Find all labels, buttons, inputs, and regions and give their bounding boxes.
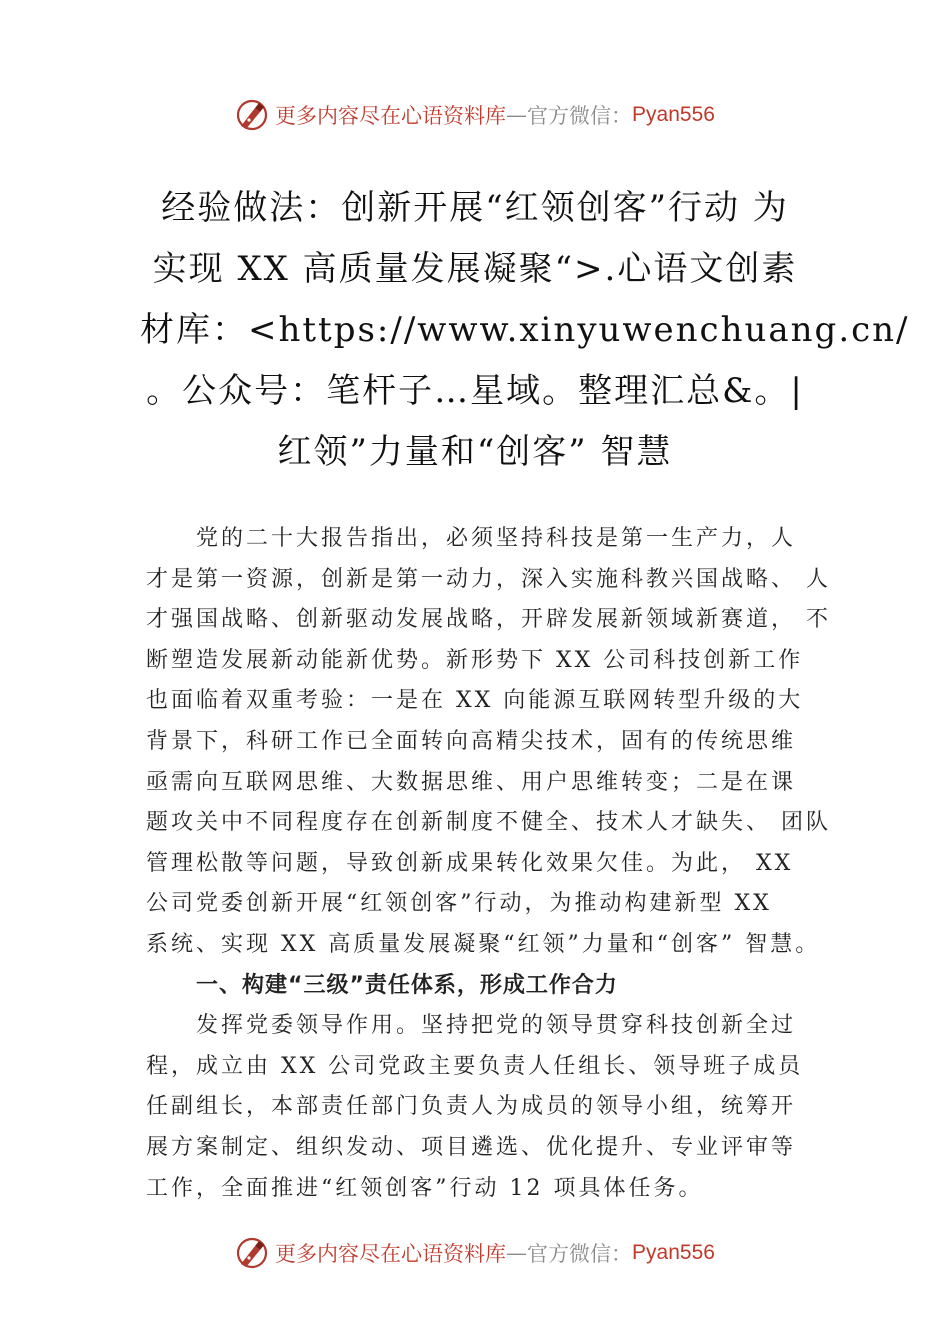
title-line: 实现 XX 高质量发展凝聚“>.心语文创素 (152, 249, 798, 289)
watermark-dash: — (506, 1241, 528, 1265)
document-body (146, 519, 836, 1209)
document-title (140, 178, 910, 483)
watermark-wechat-id: Pyan556 (632, 103, 715, 126)
paragraph-line: 发挥党委领导作用。坚持把党的领导贯穿科技创新全过 (196, 1013, 797, 1039)
watermark-dash: — (506, 103, 528, 127)
paragraph-line: 系统、实现 XX 高质量发展凝聚“红领”力量和“创客” 智慧。 (146, 931, 821, 957)
watermark-gray-text: 官方微信： (527, 104, 633, 128)
paragraph-line: 党的二十大报告指出，必须坚持科技是第一生产力，人 (196, 526, 797, 551)
paragraph-line: 断塑造发展新动能新优势。新形势下 XX 公司科技创新工作 (146, 647, 804, 673)
paragraph-line: 才是第一资源，创新是第一动力，深入实施科教兴国战略、 人 (146, 566, 831, 592)
paragraph-line: 任副组长，本部责任部门负责人为成员的领导小组，统筹开 (146, 1094, 797, 1120)
paragraph-line: 公司党委创新开展“红领创客”行动，为推动构建新型 XX (146, 891, 772, 917)
title-line: 。公众号：笔杆子…星域。整理汇总&。| (146, 371, 804, 411)
pen-nib-logo-icon (235, 98, 269, 132)
watermark-red-text: 更多内容尽在心语资料库 (275, 104, 507, 128)
section-heading: 一、构建“三级”责任体系，形成工作合力 (196, 972, 618, 998)
watermark-banner-bottom (0, 1233, 950, 1273)
title-line: 材库：<https://www.xinyuwenchuang.cn/ (140, 310, 910, 350)
paragraph-line: 题攻关中不同程度存在创新制度不健全、技术人才缺失、 团队 (146, 810, 831, 836)
paragraph-line: 背景下，科研工作已全面转向高精尖技术，固有的传统思维 (146, 728, 797, 754)
title-line: 红领”力量和“创客” 智慧 (277, 432, 673, 472)
paragraph-line: 管理松散等问题，导致创新成果转化效果欠佳。为此， XX (146, 850, 794, 876)
watermark-red-text: 更多内容尽在心语资料库 (275, 1242, 507, 1266)
paragraph-line: 亟需向互联网思维、大数据思维、用户思维转变；二是在课 (146, 769, 797, 795)
paragraph-line: 展方案制定、组织发动、项目遴选、优化提升、专业评审等 (146, 1134, 797, 1160)
paragraph-line: 程，成立由 XX 公司党政主要负责人任组长、领导班子成员 (146, 1053, 804, 1079)
watermark-banner-top (0, 95, 950, 135)
watermark-wechat-id: Pyan556 (632, 1241, 715, 1264)
title-line: 经验做法：创新开展“红领创客”行动 为 (161, 188, 789, 228)
pen-nib-logo-icon (235, 1236, 269, 1270)
paragraph-line: 工作，全面推进“红领创客”行动 12 项具体任务。 (146, 1175, 704, 1201)
paragraph-line: 才强国战略、创新驱动发展战略，开辟发展新领域新赛道， 不 (146, 607, 831, 633)
paragraph-line: 也面临着双重考验：一是在 XX 向能源互联网转型升级的大 (146, 688, 804, 714)
watermark-gray-text: 官方微信： (527, 1242, 633, 1266)
